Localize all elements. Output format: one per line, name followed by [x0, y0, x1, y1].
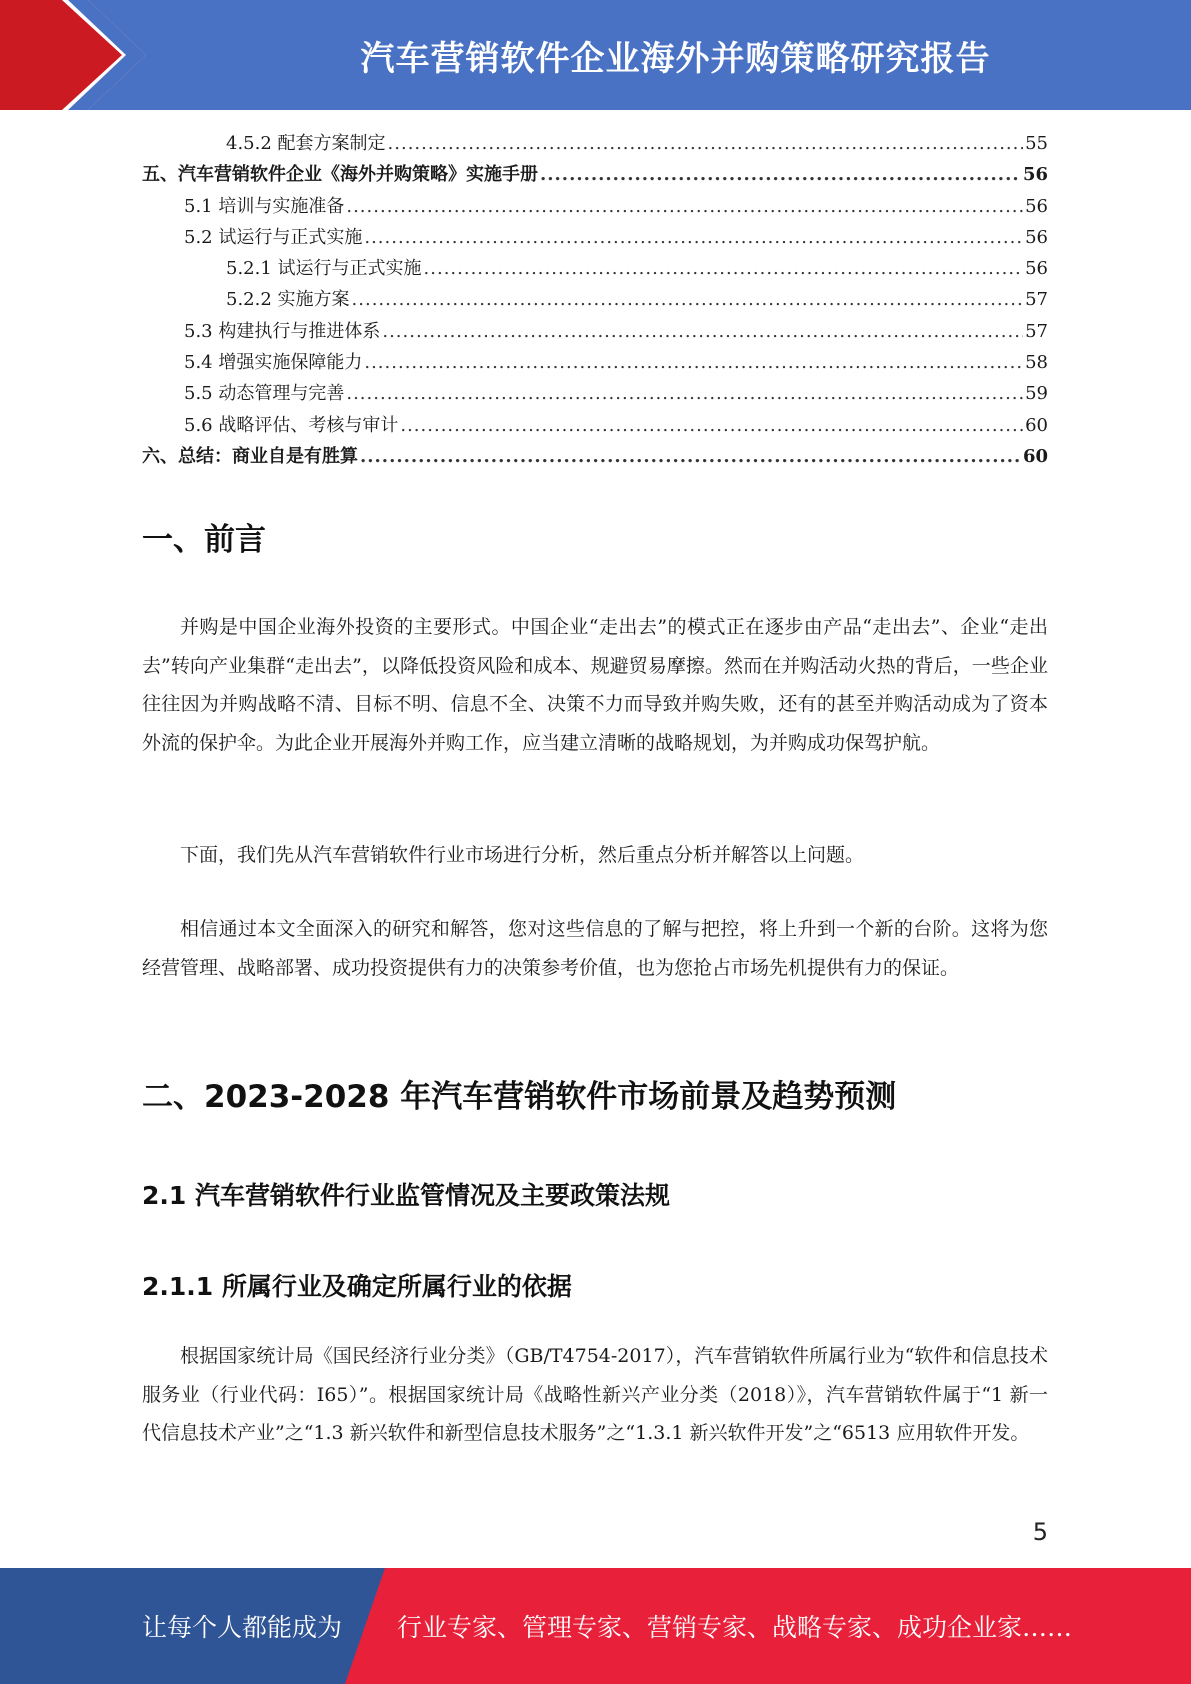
toc-entry-text: 5.6 战略评估、考核与审计: [184, 414, 399, 436]
header-arrow-decoration: [0, 0, 160, 110]
toc-page-number: 56: [1025, 226, 1048, 248]
section-heading-preface: 一、前言: [142, 522, 266, 558]
toc-leader: [346, 378, 1023, 409]
toc-leader: [388, 128, 1024, 159]
subsection-heading: 2.1 汽车营销软件行业监管情况及主要政策法规: [142, 1181, 670, 1210]
subsubsection-heading: 2.1.1 所属行业及确定所属行业的依据: [142, 1272, 572, 1301]
toc-row[interactable]: [142, 441, 1048, 472]
toc-page-number: 56: [1025, 195, 1048, 217]
table-of-contents: [142, 128, 1048, 472]
toc-page-number: 59: [1025, 383, 1048, 405]
report-title: 汽车营销软件企业海外并购策略研究报告: [360, 38, 991, 79]
toc-entry-text: 5.3 构建执行与推进体系: [184, 320, 381, 342]
header-band: [0, 0, 1191, 110]
toc-entry-text: 5.4 增强实施保障能力: [184, 352, 363, 374]
toc-entry-text: 5.1 培训与实施准备: [184, 195, 345, 217]
toc-leader: [364, 222, 1023, 253]
toc-row[interactable]: [142, 347, 1048, 378]
toc-page-number: 56: [1022, 164, 1048, 186]
toc-leader: [400, 410, 1023, 441]
toc-row[interactable]: [142, 191, 1048, 222]
toc-leader: [360, 441, 1021, 472]
toc-page-number: 57: [1025, 289, 1048, 311]
toc-page-number: 60: [1025, 414, 1048, 436]
section-heading-forecast: 二、2023-2028 年汽车营销软件市场前景及趋势预测: [142, 1079, 897, 1115]
toc-leader: [540, 159, 1021, 190]
toc-row[interactable]: [142, 410, 1048, 441]
toc-row[interactable]: [142, 378, 1048, 409]
toc-row[interactable]: [142, 159, 1048, 190]
toc-leader: [382, 316, 1023, 347]
page-number: 5: [1032, 1518, 1048, 1546]
toc-entry-text: 5.2.2 实施方案: [226, 289, 350, 311]
toc-entry-text: 5.2 试运行与正式实施: [184, 226, 363, 248]
body-paragraph: 并购是中国企业海外投资的主要形式。中国企业“走出去”的模式正在逐步由产品“走出去”、企业“走出去”转向产业集群“走出去”，以降低投资风险和成本、规避贸易摩擦。然而在并购活动火热的背后，一些企业往往因为并购战略不清、目标不明、信息不全、决策不力而导致并购失败，还有的甚至并购活动成为了资本外流的保护伞。为此企业开展海外并购工作，应当建立清晰的战略规划，为并购成功保驾护航。: [142, 616, 1048, 754]
toc-row[interactable]: [142, 316, 1048, 347]
toc-entry-text: 六、总结：商业自是有胜算: [142, 445, 358, 467]
toc-leader: [346, 191, 1023, 222]
body-paragraph: 下面，我们先从汽车营销软件行业市场进行分析，然后重点分析并解答以上问题。: [180, 844, 865, 866]
toc-page-number: 58: [1025, 352, 1048, 374]
toc-page-number: 56: [1025, 258, 1048, 280]
footer-band: [0, 1568, 1191, 1684]
footer-slogan-left: 让每个人都能成为: [142, 1613, 343, 1642]
body-paragraph: 根据国家统计局《国民经济行业分类》（GB/T4754-2017），汽车营销软件所属行业为“软件和信息技术服务业（行业代码：I65）”。根据国家统计局《战略性新兴产业分类（2018）》，汽车营销软件属于“1 新一代信息技术产业”之“1.3 新兴软件和新型信息技术服务”之“1.3.1 新兴软件开发”之“6513 应用软件开发。: [142, 1345, 1048, 1444]
toc-entry-text: 五、汽车营销软件企业《海外并购策略》实施手册: [142, 164, 538, 186]
toc-entry-text: 5.2.1 试运行与正式实施: [226, 258, 422, 280]
toc-leader: [424, 253, 1024, 284]
toc-row[interactable]: [142, 222, 1048, 253]
footer-slogan-right: 行业专家、管理专家、营销专家、战略专家、成功企业家……: [397, 1613, 1073, 1642]
toc-leader: [364, 347, 1023, 378]
toc-row[interactable]: [142, 128, 1048, 159]
toc-page-number: 60: [1022, 445, 1048, 467]
body-paragraph: 相信通过本文全面深入的研究和解答，您对这些信息的了解与把控，将上升到一个新的台阶。这将为您经营管理、战略部署、成功投资提供有力的决策参考价值，也为您抢占市场先机提供有力的保证。: [142, 918, 1048, 979]
toc-entry-text: 5.5 动态管理与完善: [184, 383, 345, 405]
toc-page-number: 57: [1025, 320, 1048, 342]
toc-row[interactable]: [142, 253, 1048, 284]
toc-page-number: 55: [1025, 133, 1048, 154]
toc-entry-text: 4.5.2 配套方案制定: [226, 133, 386, 154]
toc-leader: [352, 284, 1024, 315]
toc-row[interactable]: [142, 284, 1048, 315]
